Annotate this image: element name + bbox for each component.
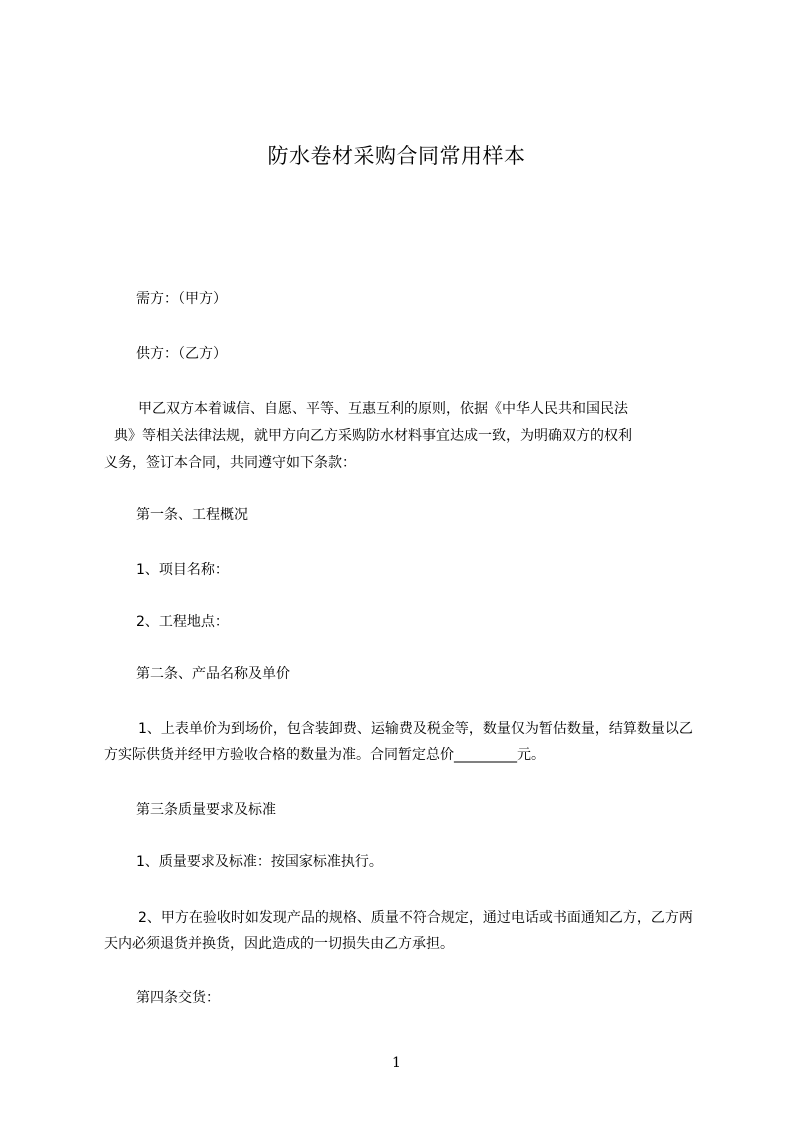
article3-clause: 1、质量要求及标准：按国家标准执行。 <box>136 854 383 870</box>
project-name-item: 1、项目名称： <box>136 562 229 578</box>
page-number: 1 <box>392 1055 401 1071</box>
article3-heading: 第三条质量要求及标准 <box>136 802 276 818</box>
preamble-line: 甲乙双方本着诚信、自愿、平等、互惠互利的原则，依据《中华人民共和国民法 <box>138 401 628 417</box>
article1-heading: 第一条、工程概况 <box>136 507 248 523</box>
preamble-line: 典》等相关法律法规，就甲方向乙方采购防水材料事宜达成一致，为明确双方的权利 <box>114 428 632 444</box>
supplier-line: 供方：（乙方） <box>136 346 227 362</box>
preamble-line: 义务，签订本合同，共同遵守如下条款： <box>104 455 356 471</box>
document-title: 防水卷材采购合同常用样本 <box>267 144 526 168</box>
article3-clause: 2、甲方在验收时如发现产品的规格、质量不符合规定，通过电话或书面通知乙方，乙方两天内必须退货并换货，因此造成的一切损失由乙方承担。 <box>104 910 693 952</box>
article4-heading: 第四条交货： <box>136 990 220 1006</box>
article2-heading: 第二条、产品名称及单价 <box>136 666 290 682</box>
article2-clause: 1、上表单价为到场价，包含装卸费、运输费及税金等，数量仅为暂估数量，结算数量以乙方实际供货并经甲方验收合格的数量为准。合同暂定总价_________元。 <box>104 721 693 763</box>
demander-line: 需方：（甲方） <box>136 291 227 307</box>
project-location-item: 2、工程地点： <box>136 614 229 630</box>
